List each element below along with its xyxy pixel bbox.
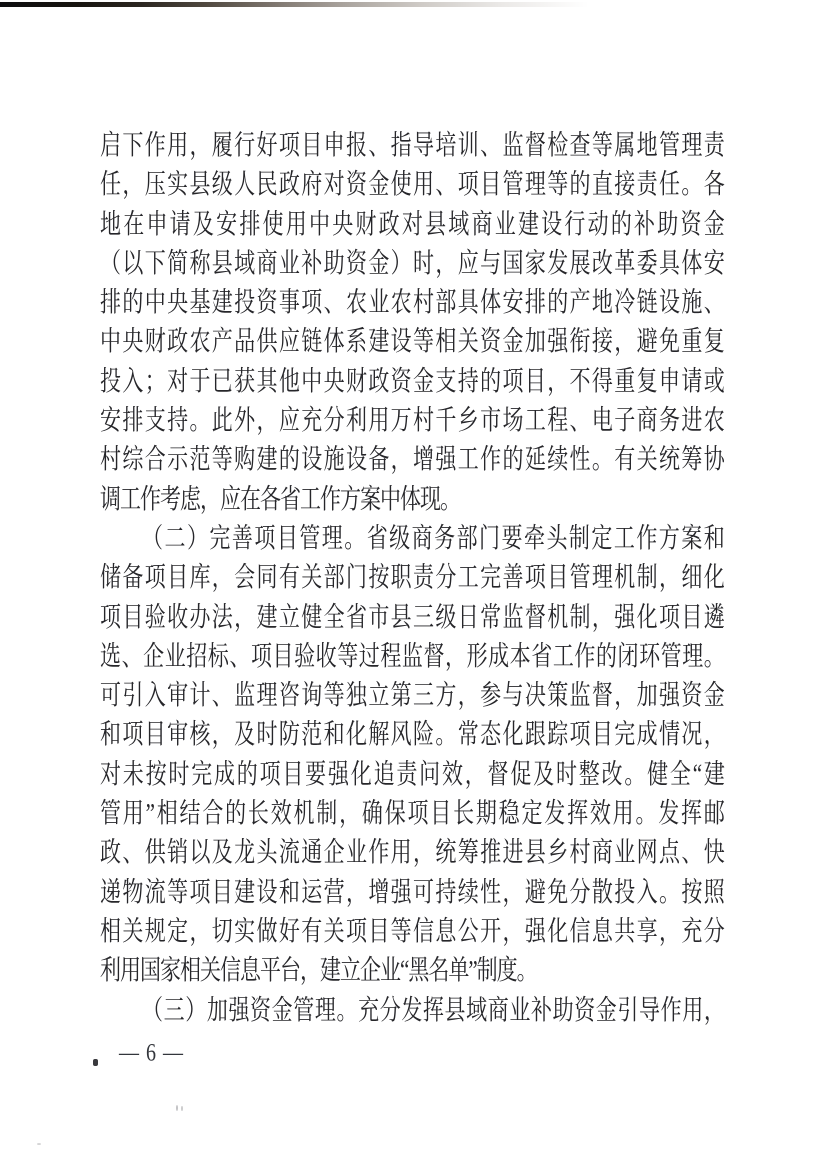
text-line: 地 在 申 请 及 安 排 使 用 中 央 财 政 对 县 域 商 业 建 设 行 动 的 补 助 资 金 bbox=[100, 207, 725, 239]
text-line: 储 备 项 目 库 ， 会 同 有 关 部 门 按 职 责 分 工 完 善 项 目 管 理 机 制 ， 细 化 bbox=[100, 561, 725, 593]
text-line: 项 目 验 收 办 法 ， 建 立 健 全 省 市 县 三 级 日 常 监 督 机 制 ， 强 化 项 目 遴 bbox=[100, 600, 725, 632]
scan-speck bbox=[93, 1059, 98, 1066]
page-number: — 6 — bbox=[119, 1039, 184, 1067]
text-line-section-heading: （ 二 ） 完 善 项 目 管 理 。 省 级 商 务 部 门 要 牵 头 制 定 工 作 方 案 和 bbox=[142, 522, 725, 554]
text-line: 中 央 财 政 农 产 品 供 应 链 体 系 建 设 等 相 关 资 金 加 强 衔 接 ， 避 免 重 复 bbox=[100, 325, 725, 357]
text-line: 相 关 规 定 ， 切 实 做 好 有 关 项 目 等 信 息 公 开 ， 强 化 信 息 共 享 ， 充 分 bbox=[100, 915, 725, 947]
text-line: 和 项 目 审 核 ， 及 时 防 范 和 化 解 风 险 。 常 态 化 跟 踪 项 目 完 成 情 况 ， bbox=[100, 718, 725, 750]
text-line: 任 ， 压 实 县 级 人 民 政 府 对 资 金 使 用 、 项 目 管 理 等 的 直 接 责 任 。 各 bbox=[100, 168, 725, 200]
scan-speck bbox=[181, 1106, 183, 1111]
scan-speck bbox=[37, 1143, 41, 1145]
text-line: 对 未 按 时 完 成 的 项 目 要 强 化 追 责 问 效 ， 督 促 及 时 整 改 。 健 全 “ 建 bbox=[100, 757, 725, 790]
document-text-block bbox=[100, 126, 725, 1030]
text-line: 政 、 供 销 以 及 龙 头 流 通 企 业 作 用 ， 统 筹 推 进 县 乡 村 商 业 网 点 、 快 bbox=[100, 836, 725, 868]
text-line: 管 用 ” 相 结 合 的 长 效 机 制 ， 确 保 项 目 长 期 稳 定 发 挥 效 用 。 发 挥 邮 bbox=[100, 797, 725, 829]
text-line: （ 以 下 简 称 县 域 商 业 补 助 资 金 ） 时 ， 应 与 国 家 发 展 改 革 委 具 体 安 bbox=[100, 247, 725, 279]
scan-speck bbox=[176, 1105, 178, 1111]
text-line-section-heading: （ 三 ） 加 强 资 金 管 理 。 充 分 发 挥 县 域 商 业 补 助 资 金 引 导 作 用 ， bbox=[142, 993, 725, 1025]
text-line: 选 、 企 业 招 标 、 项 目 验 收 等 过 程 监 督 ， 形 成 本 省 工 作 的 闭 环 管 理 。 bbox=[100, 640, 725, 672]
text-line: 启 下 作 用 ， 履 行 好 项 目 申 报 、 指 导 培 训 、 监 督 检 查 等 属 地 管 理 责 bbox=[100, 129, 725, 161]
text-line-paragraph-end: 利用国家相关信息平台，建立企业“黑名单”制度。 bbox=[100, 954, 537, 986]
text-line: 村 综 合 示 范 等 购 建 的 设 施 设 备 ， 增 强 工 作 的 延 续 性 。 有 关 统 筹 协 bbox=[100, 443, 725, 475]
text-line-paragraph-end: 调工作考虑，应在各省工作方案中体现。 bbox=[100, 482, 460, 515]
text-line: 可 引 入 审 计 、 监 理 咨 询 等 独 立 第 三 方 ， 参 与 决 策 监 督 ， 加 强 资 金 bbox=[100, 679, 725, 711]
text-line: 递 物 流 等 项 目 建 设 和 运 营 ， 增 强 可 持 续 性 ， 避 免 分 散 投 入 。 按 照 bbox=[100, 875, 725, 908]
text-line: 排 的 中 央 基 建 投 资 事 项 、 农 业 农 村 部 具 体 安 排 的 产 地 冷 链 设 施 、 bbox=[100, 286, 725, 318]
scan-artifact-top-line bbox=[0, 2, 640, 7]
text-line: 安 排 支 持 。 此 外 ， 应 充 分 利 用 万 村 千 乡 市 场 工 程 、 电 子 商 务 进 农 bbox=[100, 404, 725, 436]
text-line: 投 入 ； 对 于 已 获 其 他 中 央 财 政 资 金 支 持 的 项 目 ， 不 得 重 复 申 请 或 bbox=[100, 364, 725, 397]
